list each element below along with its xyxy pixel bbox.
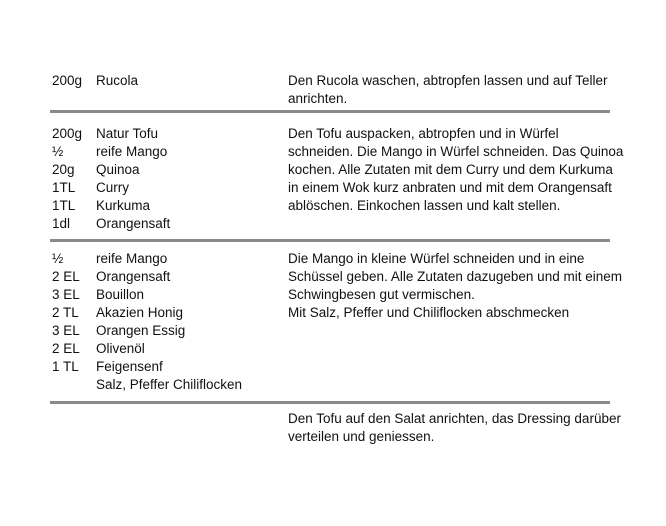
instruction-line: Den Tofu auspacken, abtropfen und in Würfel: [288, 126, 559, 141]
ingredient-name: Kurkuma: [96, 198, 151, 213]
ingredient-qty: 2 EL: [52, 341, 80, 356]
ingredient-qty: ½: [52, 144, 64, 159]
ingredient-name: Rucola: [96, 73, 139, 88]
instruction-line: Schüssel geben. Alle Zutaten dazugeben und mit einem: [288, 269, 622, 284]
ingredient-name: reife Mango: [96, 144, 168, 159]
ingredient-name: Feigensenf: [96, 359, 163, 374]
instruction-line: Den Rucola waschen, abtropfen lassen und auf Teller: [288, 73, 608, 88]
instruction-line: kochen. Alle Zutaten mit dem Curry und dem Kurkuma: [288, 162, 613, 177]
ingredient-name: Orangen Essig: [96, 323, 186, 338]
instruction-text: [288, 125, 624, 215]
ingredient-qty: 1TL: [52, 180, 76, 195]
ingredient-name: Natur Tofu: [96, 126, 159, 141]
instruction-line: Schwingbesen gut vermischen.: [288, 287, 475, 302]
ingredient-name: Orangensaft: [96, 216, 171, 231]
ingredient-name: Salz, Pfeffer Chiliflocken: [96, 377, 243, 392]
instruction-line: schneiden. Die Mango in Würfel schneiden. Das Quinoa: [288, 144, 624, 159]
ingredient-name: Orangensaft: [96, 269, 171, 284]
instruction-line: Die Mango in kleine Würfel schneiden und in eine: [288, 251, 585, 266]
section-divider: [50, 110, 610, 113]
instruction-text: [288, 250, 622, 322]
ingredient-qty: 1TL: [52, 198, 76, 213]
ingredient-name: reife Mango: [96, 251, 168, 266]
instruction-text: [288, 410, 621, 446]
ingredient-name: Quinoa: [96, 162, 140, 177]
ingredient-qty: 200g: [52, 73, 83, 88]
instruction-line: verteilen und geniessen.: [288, 429, 435, 444]
instruction-text: [288, 72, 618, 108]
instruction-line: Den Tofu auf den Salat anrichten, das Dressing darüber: [288, 411, 621, 426]
ingredient-qty: 1dl: [52, 216, 71, 231]
instruction-line: in einem Wok kurz anbraten und mit dem Orangensaft: [288, 180, 612, 195]
section-divider: [50, 401, 610, 404]
ingredient-qty: 20g: [52, 162, 75, 177]
ingredient-qty: 200g: [52, 126, 83, 141]
ingredient-name: Curry: [96, 180, 129, 195]
ingredient-qty: 3 EL: [52, 323, 80, 338]
ingredient-qty: 2 TL: [52, 305, 79, 320]
ingredient-name: Akazien Honig: [96, 305, 184, 320]
section-divider: [50, 239, 610, 242]
ingredient-qty: 2 EL: [52, 269, 80, 284]
instruction-line: Mit Salz, Pfeffer und Chiliflocken abschmecken: [288, 305, 570, 320]
ingredient-qty: ½: [52, 251, 64, 266]
ingredient-name: Bouillon: [96, 287, 145, 302]
ingredient-qty: 1 TL: [52, 359, 79, 374]
instruction-line: anrichten.: [288, 91, 348, 106]
instruction-line: ablöschen. Einkochen lassen und kalt stellen.: [288, 198, 561, 213]
ingredient-name: Olivenöl: [96, 341, 145, 356]
ingredient-qty: 3 EL: [52, 287, 80, 302]
